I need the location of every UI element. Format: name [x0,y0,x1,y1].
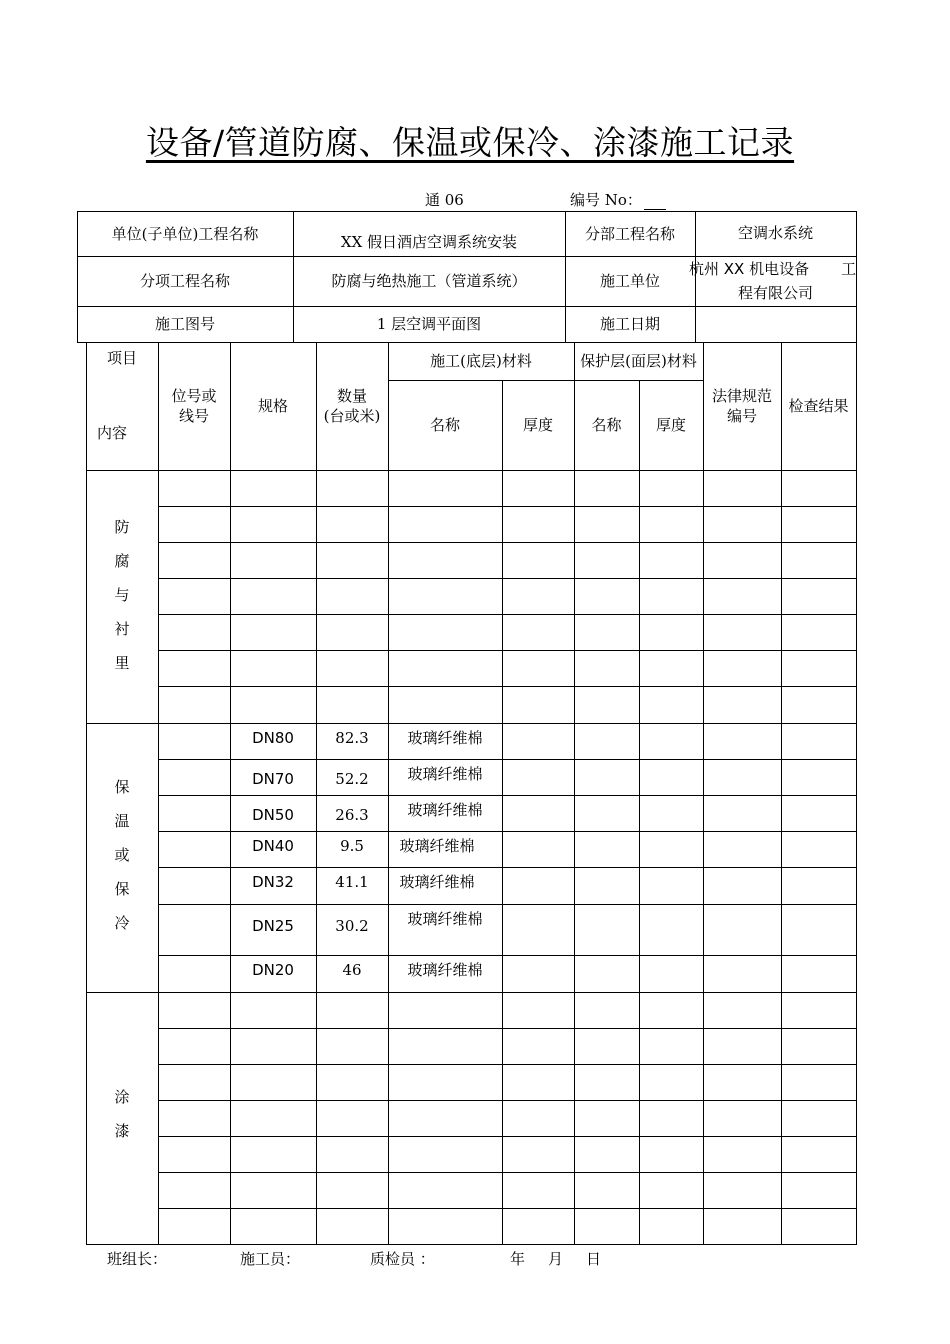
row-divider [158,1172,857,1173]
row-divider [158,759,857,760]
constructor-label: 施工员： [240,1250,301,1268]
row-divider [158,614,857,615]
qty-cell: 41.1 [335,872,369,891]
table-border [388,342,389,1245]
contractor-name: 杭州 XX 机电设备 [689,259,810,278]
material-cell: 玻璃纤维棉 [407,909,483,928]
row-divider [158,831,857,832]
qty-cell: 9.5 [340,836,364,855]
position-header [158,342,230,470]
standard-header [703,342,781,470]
section-painting [86,1080,158,1150]
item-header-top: 项目 [106,348,137,367]
month-label: 月 [548,1250,564,1268]
team-leader-label: 班组长： [107,1250,168,1268]
spec-cell: DN25 [252,916,294,935]
row-divider [158,1064,857,1065]
qty-header-line2: (台或米) [323,407,381,425]
table-border [574,342,575,1245]
table-border [86,992,857,993]
qty-header-line1: 数量 [336,386,367,405]
table-border [781,342,782,1245]
spec-cell: DN70 [252,769,294,788]
section-insulation [86,770,158,940]
position-header-line2: 线号 [178,407,209,425]
section-char: 冷 [114,914,130,932]
form-number-blank [644,195,666,210]
section-char: 涂 [114,1088,130,1106]
spec-cell: DN40 [252,836,294,855]
date-label: 施工日期 [599,314,660,333]
standard-header-line1: 法律规范 [711,386,772,405]
form-number [570,189,666,210]
base-thickness-header: 厚度 [522,415,553,434]
section-char: 里 [114,654,130,672]
protect-thickness-header: 厚度 [655,415,686,434]
row-divider [158,1100,857,1101]
row-divider [158,1208,857,1209]
spec-cell: DN80 [252,728,294,747]
table-border [703,342,704,1245]
qty-cell: 26.3 [335,805,369,824]
result-header: 检查结果 [788,396,849,415]
base-material-header: 施工(底层)材料 [430,351,532,370]
table-border [856,211,857,1245]
section-char: 保 [114,778,130,796]
year-label: 年 [510,1250,526,1268]
row-divider [158,1028,857,1029]
contractor-suffix: 工 [841,259,857,278]
drawing-label: 施工图号 [154,314,215,333]
form-number-label: 编号 No： [570,191,642,209]
section-char: 腐 [114,552,130,570]
row-divider [158,795,857,796]
form-code: 通 06 [425,191,464,209]
material-cell: 玻璃纤维棉 [407,800,483,819]
item-header-bottom: 内容 [96,423,127,442]
contractor-label: 施工单位 [599,271,660,290]
section-char: 保 [114,880,130,898]
table-border [86,723,857,724]
material-cell: 玻璃纤维棉 [399,872,475,891]
division-value: 空调水系统 [737,224,813,243]
protect-material-header: 保护层(面层)材料 [580,351,697,370]
qty-cell: 82.3 [335,728,369,747]
row-divider [158,578,857,579]
spec-cell: DN50 [252,805,294,824]
table-border [639,380,640,1245]
material-cell: 玻璃纤维棉 [399,836,475,855]
section-corrosion [86,510,158,680]
protect-name-header: 名称 [591,415,622,434]
subitem-value: 防腐与绝热施工（管道系统） [331,271,527,290]
section-char: 漆 [114,1122,130,1140]
contractor-value-line1 [686,258,866,280]
division-label: 分部工程名称 [584,225,675,243]
qty-cell: 46 [342,960,362,979]
qty-cell: 30.2 [335,916,369,935]
base-name-header: 名称 [429,415,460,434]
standard-header-line2: 编号 [726,407,757,425]
table-border [86,1244,857,1245]
subitem-label: 分项工程名称 [139,271,230,290]
date-value [695,306,856,342]
table-border [158,342,159,1245]
section-char: 与 [114,586,130,604]
material-cell: 玻璃纤维棉 [407,728,483,747]
row-divider [158,506,857,507]
spec-header: 规格 [257,396,288,415]
row-divider [158,650,857,651]
section-char: 防 [114,518,130,536]
material-cell: 玻璃纤维棉 [407,960,483,979]
row-divider [158,904,857,905]
drawing-value: 1 层空调平面图 [376,314,482,333]
qty-header [316,342,388,470]
row-divider [158,867,857,868]
spec-cell: DN32 [252,872,294,891]
table-border [86,470,857,471]
day-label: 日 [586,1250,602,1268]
section-char: 衬 [114,620,130,638]
row-divider [158,1136,857,1137]
section-char: 或 [114,846,130,864]
row-divider [158,955,857,956]
spec-cell: DN20 [252,960,294,979]
material-cell: 玻璃纤维棉 [407,764,483,783]
row-divider [158,542,857,543]
row-divider [158,686,857,687]
table-border [230,342,231,1245]
position-header-line1: 位号或 [171,386,217,405]
page-title: 设备/管道防腐、保温或保冷、涂漆施工记录 [145,123,795,162]
inspector-label: 质检员 ： [370,1250,435,1268]
contractor-value-line2: 程有限公司 [737,283,813,302]
qty-cell: 52.2 [335,769,369,788]
section-char: 温 [114,812,130,830]
table-border [316,342,317,1245]
unit-project-label: 单位(子单位)工程名称 [111,225,259,243]
unit-project-value: XX 假日酒店空调系统安装 [340,232,518,251]
table-border [502,380,503,1245]
